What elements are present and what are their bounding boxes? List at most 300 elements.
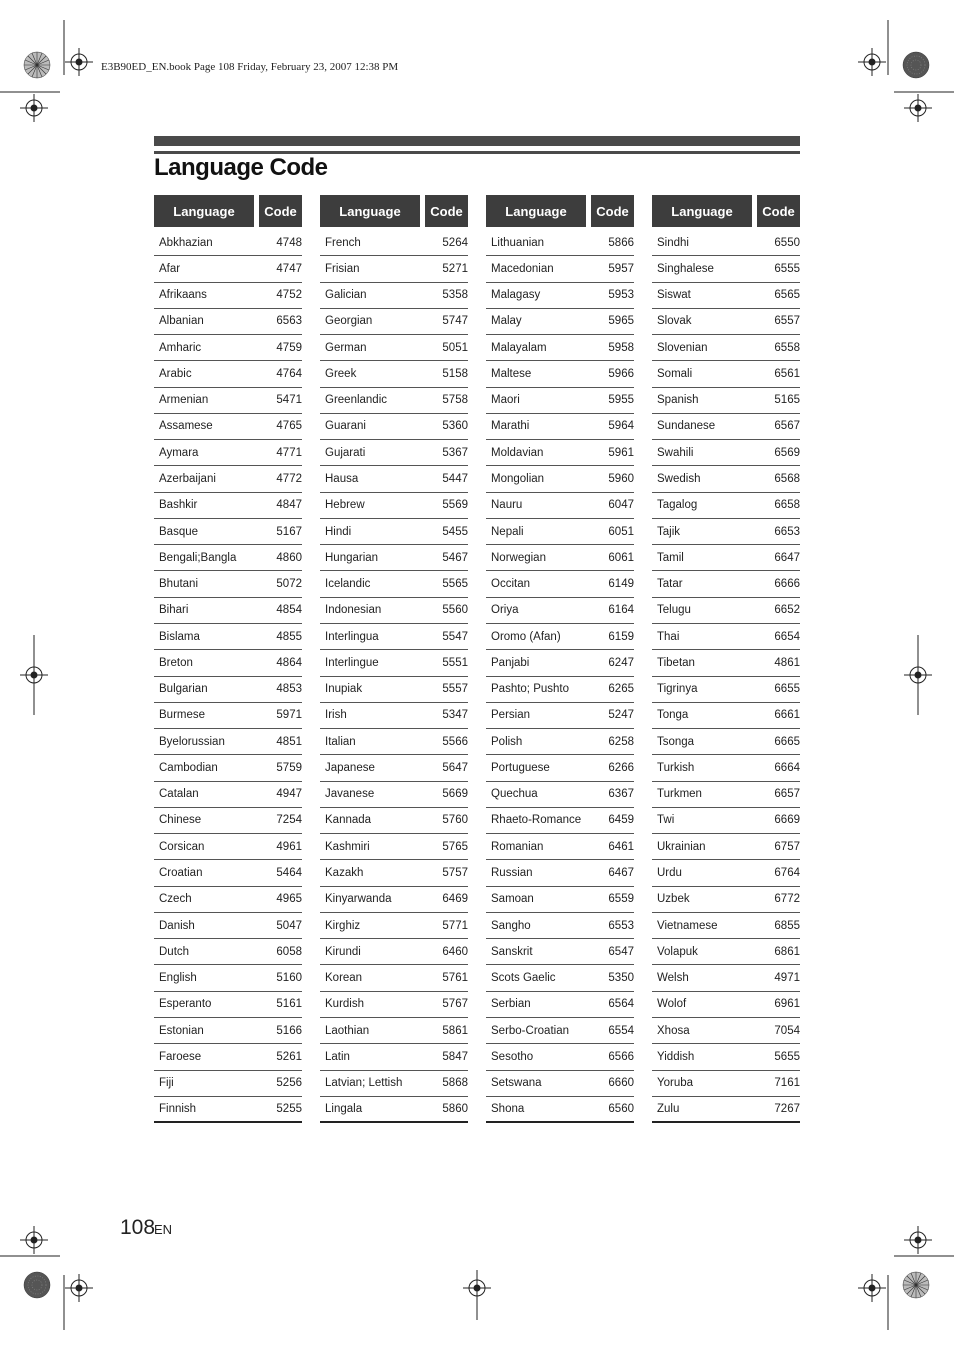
code-column-header: Code: [591, 195, 634, 227]
table-row: [154, 466, 302, 492]
language-name: Somali: [657, 367, 693, 380]
language-code: 4861: [774, 656, 800, 669]
table-row: [652, 860, 800, 886]
language-name: Samoan: [491, 893, 534, 906]
language-code: 6367: [608, 788, 634, 801]
table-row: [486, 256, 634, 282]
table-row: [486, 309, 634, 335]
table-row: [320, 440, 468, 466]
language-name: Kazakh: [325, 867, 364, 879]
language-name: Hungarian: [325, 551, 379, 564]
table-row: [320, 965, 468, 991]
table-rows: [320, 230, 468, 1123]
language-name: Marathi: [491, 420, 530, 433]
table-row: [320, 388, 468, 414]
language-code: 6266: [608, 761, 634, 774]
table-row: [486, 992, 634, 1018]
table-row: [320, 335, 468, 361]
language-code: 6669: [774, 814, 800, 827]
table-row: [486, 230, 634, 256]
language-name: Portuguese: [491, 761, 550, 774]
table-row: [320, 361, 468, 387]
language-code: 5464: [276, 867, 302, 879]
language-code: 5868: [442, 1077, 468, 1090]
language-name: Rhaeto-Romance: [491, 814, 582, 827]
language-name: Kirundi: [325, 945, 361, 958]
table-row: [320, 913, 468, 939]
language-name: Slovenian: [657, 341, 708, 354]
language-code: 6159: [608, 630, 634, 643]
table-row: [320, 860, 468, 886]
table-row: [320, 729, 468, 755]
language-name: Bihari: [159, 604, 189, 617]
language-name: Yoruba: [657, 1077, 694, 1090]
table-row: [486, 283, 634, 309]
language-code: 5467: [442, 551, 468, 564]
table-row: [154, 939, 302, 965]
language-code: 5455: [442, 525, 468, 538]
language-code: 6558: [774, 341, 800, 354]
table-row: [320, 414, 468, 440]
language-name: Greek: [325, 367, 357, 380]
language-code: 5158: [442, 367, 468, 380]
language-name: Tatar: [657, 578, 683, 591]
language-code: 5757: [442, 867, 468, 879]
language-name: Vietnamese: [657, 919, 718, 932]
code-column-header: Code: [259, 195, 302, 227]
table-header-row: [154, 195, 302, 227]
language-code: 5861: [442, 1024, 468, 1037]
table-row: [320, 1018, 468, 1044]
table-header-row: [320, 195, 468, 227]
language-name: Twi: [657, 814, 675, 827]
table-row: [652, 677, 800, 703]
language-name: Latin: [325, 1050, 350, 1063]
table-row: [154, 782, 302, 808]
language-name: Uzbek: [657, 893, 690, 906]
language-code: 6660: [608, 1077, 634, 1090]
language-code: 6567: [774, 420, 800, 433]
language-code: 6561: [774, 367, 800, 380]
language-code: 4853: [276, 683, 302, 696]
language-name: Malay: [491, 315, 522, 328]
language-name: Burmese: [159, 709, 206, 722]
language-name: Sangho: [491, 919, 531, 932]
language-column-header: Language: [154, 195, 254, 227]
table-row: [154, 1097, 302, 1123]
language-name: Kinyarwanda: [325, 893, 392, 906]
table-row: [652, 1018, 800, 1044]
language-name: Malayalam: [491, 341, 547, 354]
language-name: Sundanese: [657, 420, 716, 433]
language-code: 6051: [608, 525, 634, 538]
language-table-3: [486, 195, 634, 1123]
language-code: 5669: [442, 788, 468, 801]
language-column-header: Language: [652, 195, 752, 227]
table-row: [154, 703, 302, 729]
language-name: Malagasy: [491, 289, 541, 302]
language-name: Assamese: [159, 420, 213, 433]
table-row: [652, 1071, 800, 1097]
language-name: Tagalog: [657, 499, 698, 512]
table-row: [486, 440, 634, 466]
language-code: 6247: [608, 656, 634, 669]
language-code: 5971: [276, 709, 302, 722]
table-row: [486, 571, 634, 597]
language-name: Azerbaijani: [159, 473, 216, 486]
language-code: 4759: [276, 341, 302, 354]
language-name: Faroese: [159, 1050, 202, 1063]
language-name: Corsican: [159, 840, 205, 853]
language-name: Siswat: [657, 289, 691, 302]
language-code: 5747: [442, 315, 468, 328]
language-code: 6557: [774, 315, 800, 328]
table-row: [320, 808, 468, 834]
language-name: Slovak: [657, 315, 692, 328]
table-row: [320, 309, 468, 335]
language-name: Maltese: [491, 367, 532, 380]
language-name: Romanian: [491, 840, 544, 853]
language-code: 7054: [774, 1024, 800, 1037]
language-code: 6652: [774, 604, 800, 617]
language-code: 6569: [774, 446, 800, 459]
table-row: [154, 650, 302, 676]
page-number: 108: [120, 1216, 156, 1239]
language-code: 5964: [608, 420, 634, 433]
code-column-header: Code: [757, 195, 800, 227]
language-name: Maori: [491, 394, 520, 407]
language-code: 4752: [276, 289, 302, 302]
language-code: 5965: [608, 315, 634, 328]
table-row: [320, 1071, 468, 1097]
table-row: [652, 230, 800, 256]
table-row: [652, 624, 800, 650]
language-code: 5566: [442, 735, 468, 748]
language-code: 5771: [442, 919, 468, 932]
language-code: 6855: [774, 919, 800, 932]
language-code: 5759: [276, 761, 302, 774]
language-name: Tigrinya: [657, 683, 698, 696]
language-code: 6547: [608, 945, 634, 958]
language-name: Oromo (Afan): [491, 630, 561, 643]
table-row: [652, 309, 800, 335]
language-name: Spanish: [657, 394, 699, 407]
table-rows: [154, 230, 302, 1123]
language-code: 6657: [774, 788, 800, 801]
language-code: 5760: [442, 814, 468, 827]
table-row: [320, 571, 468, 597]
table-row: [486, 598, 634, 624]
table-row: [652, 283, 800, 309]
table-row: [154, 808, 302, 834]
table-row: [320, 493, 468, 519]
language-name: Pashto; Pushto: [491, 683, 569, 696]
table-row: [486, 466, 634, 492]
language-name: Kurdish: [325, 998, 364, 1011]
language-name: Estonian: [159, 1024, 204, 1037]
language-column-header: Language: [486, 195, 586, 227]
language-name: Yiddish: [657, 1050, 695, 1063]
language-name: Gujarati: [325, 446, 366, 459]
language-name: Greenlandic: [325, 394, 388, 407]
table-row: [154, 440, 302, 466]
language-name: Sesotho: [491, 1050, 534, 1063]
language-code: 6772: [774, 893, 800, 906]
language-code: 4748: [276, 236, 302, 249]
language-code: 5758: [442, 394, 468, 407]
language-name: Cambodian: [159, 761, 218, 774]
table-row: [154, 519, 302, 545]
language-name: Bulgarian: [159, 683, 208, 696]
language-code: 5471: [276, 394, 302, 407]
table-row: [486, 808, 634, 834]
language-name: Urdu: [657, 867, 682, 879]
page-title: Language Code: [154, 154, 328, 181]
language-table-2: [320, 195, 468, 1123]
table-row: [154, 414, 302, 440]
table-row: [154, 493, 302, 519]
language-name: English: [159, 972, 197, 985]
language-name: Sindhi: [657, 236, 689, 249]
table-row: [486, 1018, 634, 1044]
language-code: 5847: [442, 1050, 468, 1063]
language-name: Basque: [159, 525, 199, 538]
language-code: 6653: [774, 525, 800, 538]
table-row: [320, 650, 468, 676]
language-name: Serbian: [491, 998, 531, 1011]
table-row: [154, 256, 302, 282]
table-row: [320, 256, 468, 282]
language-code: 5860: [442, 1102, 468, 1115]
language-name: Georgian: [325, 315, 373, 328]
language-code: 4771: [276, 446, 302, 459]
language-name: Welsh: [657, 972, 689, 985]
table-row: [652, 519, 800, 545]
language-name: Polish: [491, 735, 523, 748]
table-row: [652, 598, 800, 624]
table-row: [486, 834, 634, 860]
language-code: 5767: [442, 998, 468, 1011]
table-row: [154, 361, 302, 387]
language-name: Kirghiz: [325, 919, 361, 932]
table-row: [486, 1044, 634, 1070]
table-row: [652, 388, 800, 414]
table-row: [652, 414, 800, 440]
language-name: Albanian: [159, 315, 204, 328]
table-rows: [486, 230, 634, 1123]
language-code: 5960: [608, 473, 634, 486]
language-code: 5447: [442, 473, 468, 486]
language-code: 5655: [774, 1050, 800, 1063]
language-code: 6058: [276, 945, 302, 958]
language-code: 5264: [442, 236, 468, 249]
table-row: [486, 887, 634, 913]
language-name: Shona: [491, 1102, 525, 1115]
language-name: Ukrainian: [657, 840, 706, 853]
language-code: 6664: [774, 761, 800, 774]
language-code: 5547: [442, 630, 468, 643]
table-row: [652, 729, 800, 755]
table-row: [486, 545, 634, 571]
language-code: 5966: [608, 367, 634, 380]
language-name: French: [325, 236, 361, 249]
language-code: 4971: [774, 972, 800, 985]
table-row: [486, 493, 634, 519]
table-row: [652, 440, 800, 466]
title-rule-thick: [154, 136, 800, 146]
language-code: 5160: [276, 972, 302, 985]
language-code: 7254: [276, 814, 302, 827]
language-name: Kannada: [325, 814, 372, 827]
language-name: Thai: [657, 630, 680, 643]
table-row: [320, 545, 468, 571]
table-row: [486, 965, 634, 991]
language-code: 6961: [774, 998, 800, 1011]
language-name: Afrikaans: [159, 289, 207, 302]
table-row: [320, 519, 468, 545]
language-code: 5347: [442, 709, 468, 722]
language-name: Setswana: [491, 1077, 542, 1090]
language-code: 4855: [276, 630, 302, 643]
language-name: Xhosa: [657, 1024, 690, 1037]
language-code: 5961: [608, 446, 634, 459]
language-code: 5569: [442, 499, 468, 512]
language-code: 6564: [608, 998, 634, 1011]
language-code: 5165: [774, 394, 800, 407]
language-name: Javanese: [325, 788, 375, 801]
language-code: 5167: [276, 525, 302, 538]
language-name: Catalan: [159, 788, 199, 801]
table-row: [320, 703, 468, 729]
language-name: Lithuanian: [491, 236, 545, 249]
language-code: 6467: [608, 867, 634, 879]
language-name: Armenian: [159, 394, 209, 407]
page-language-tag: EN: [154, 1222, 173, 1237]
language-name: Oriya: [491, 604, 519, 617]
table-row: [154, 1044, 302, 1070]
language-name: Nepali: [491, 525, 524, 538]
language-name: Chinese: [159, 814, 202, 827]
language-code: 5953: [608, 289, 634, 302]
table-row: [486, 782, 634, 808]
table-row: [652, 834, 800, 860]
language-name: Irish: [325, 709, 347, 722]
table-row: [652, 992, 800, 1018]
table-row: [486, 624, 634, 650]
table-row: [154, 860, 302, 886]
language-code: 6461: [608, 840, 634, 853]
table-row: [486, 1097, 634, 1123]
language-name: Macedonian: [491, 262, 554, 275]
table-row: [652, 571, 800, 597]
table-row: [154, 729, 302, 755]
language-name: Mongolian: [491, 473, 545, 486]
table-row: [320, 939, 468, 965]
language-name: Galician: [325, 289, 367, 302]
language-name: Amharic: [159, 341, 202, 354]
language-name: Serbo-Croatian: [491, 1024, 569, 1037]
language-name: Norwegian: [491, 551, 546, 564]
table-row: [652, 493, 800, 519]
language-code: 4854: [276, 604, 302, 617]
language-code: 5072: [276, 578, 302, 591]
language-name: Bashkir: [159, 499, 198, 512]
language-name: Danish: [159, 919, 195, 932]
language-name: Hausa: [325, 473, 359, 486]
language-code: 6061: [608, 551, 634, 564]
table-row: [486, 939, 634, 965]
language-name: Interlingue: [325, 656, 379, 669]
table-row: [154, 913, 302, 939]
language-code: 5166: [276, 1024, 302, 1037]
table-header-row: [652, 195, 800, 227]
language-code: 5866: [608, 236, 634, 249]
language-name: Japanese: [325, 761, 375, 774]
language-code: 6757: [774, 840, 800, 853]
table-row: [652, 808, 800, 834]
table-rows: [652, 230, 800, 1123]
language-code: 5256: [276, 1077, 302, 1090]
table-row: [652, 361, 800, 387]
language-name: Finnish: [159, 1102, 197, 1115]
table-row: [320, 1044, 468, 1070]
language-code: 5271: [442, 262, 468, 275]
language-code: 5161: [276, 998, 302, 1011]
language-code: 5560: [442, 604, 468, 617]
table-row: [486, 755, 634, 781]
table-row: [154, 755, 302, 781]
language-code: 6554: [608, 1024, 634, 1037]
language-name: Kashmiri: [325, 840, 370, 853]
language-code: 6149: [608, 578, 634, 591]
table-row: [486, 1071, 634, 1097]
language-name: Quechua: [491, 788, 538, 801]
table-row: [154, 571, 302, 597]
table-row: [486, 361, 634, 387]
language-name: Dutch: [159, 945, 190, 958]
language-code: 6654: [774, 630, 800, 643]
language-code: 6559: [608, 893, 634, 906]
language-code: 6666: [774, 578, 800, 591]
language-name: Czech: [159, 893, 192, 906]
language-code: 7267: [774, 1102, 800, 1115]
table-row: [320, 598, 468, 624]
language-name: Inupiak: [325, 683, 363, 696]
table-row: [154, 388, 302, 414]
language-code: 4965: [276, 893, 302, 906]
table-row: [320, 1097, 468, 1123]
language-name: Tsonga: [657, 735, 695, 748]
language-code: 4947: [276, 788, 302, 801]
language-name: Abkhazian: [159, 236, 213, 249]
language-name: Volapuk: [657, 945, 698, 958]
table-row: [154, 545, 302, 571]
language-name: Moldavian: [491, 446, 544, 459]
language-name: Occitan: [491, 578, 530, 591]
table-row: [652, 545, 800, 571]
language-code: 5761: [442, 972, 468, 985]
language-code: 6764: [774, 867, 800, 879]
language-code: 6459: [608, 814, 634, 827]
file-info-header: E3B90ED_EN.book Page 108 Friday, February 23, 2007 12:38 PM: [101, 61, 399, 73]
language-code: 4764: [276, 367, 302, 380]
language-code: 5957: [608, 262, 634, 275]
table-row: [652, 466, 800, 492]
table-row: [154, 598, 302, 624]
code-column-header: Code: [425, 195, 468, 227]
language-code: 5051: [442, 341, 468, 354]
table-row: [486, 519, 634, 545]
